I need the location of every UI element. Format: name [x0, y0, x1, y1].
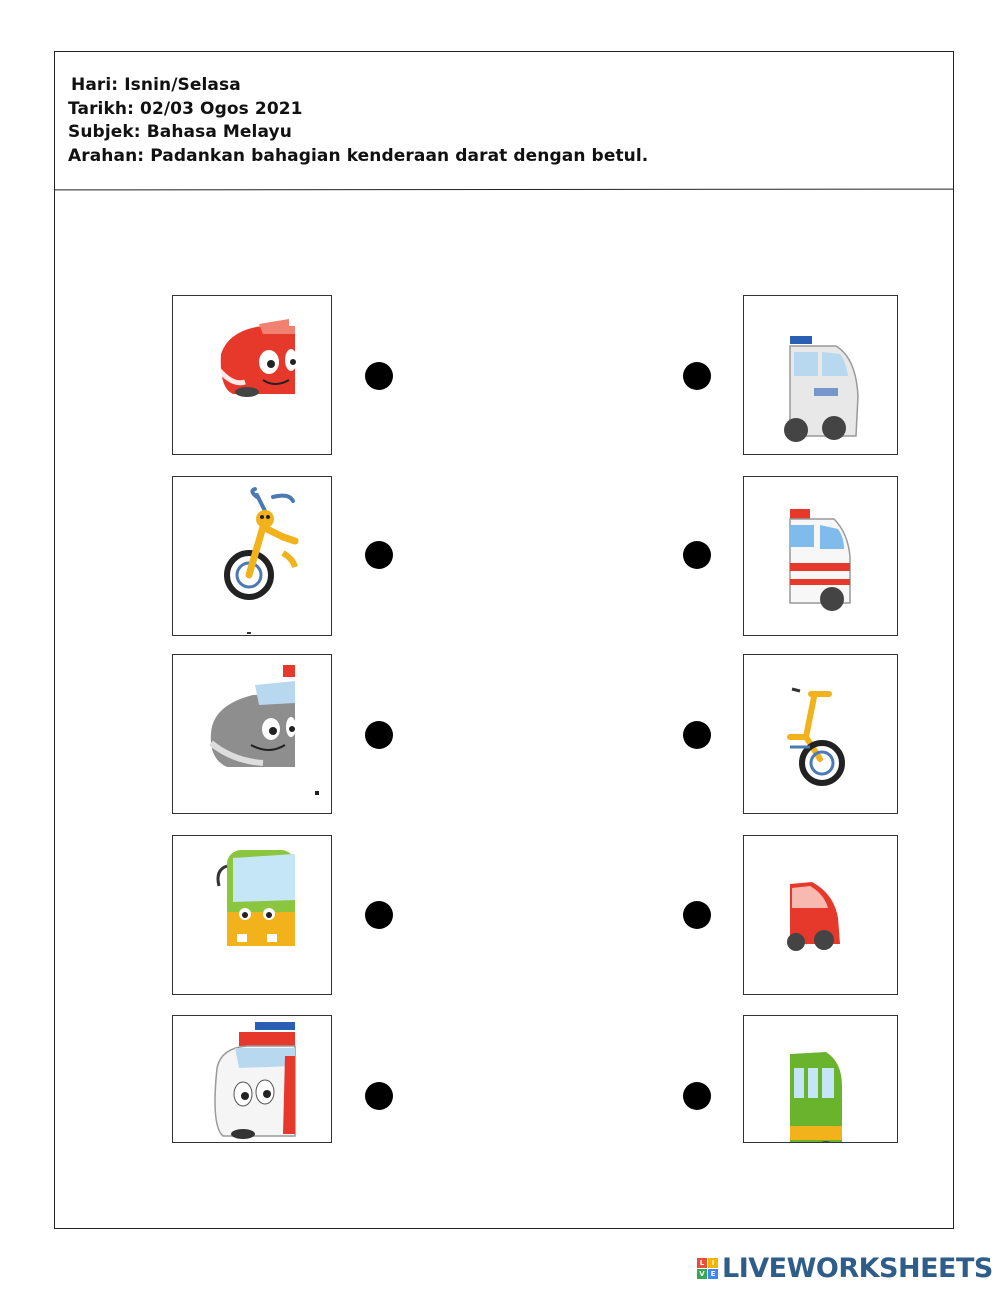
right-match-dot-5[interactable]	[683, 1082, 711, 1110]
worksheet-header	[68, 74, 648, 168]
logo-blocks-icon	[697, 1258, 718, 1279]
left-card-2	[172, 476, 332, 636]
left-match-dot-2[interactable]	[365, 541, 393, 569]
right-card-5	[743, 1015, 898, 1143]
ambulance-rear-half-icon	[744, 477, 898, 635]
liveworksheets-logo[interactable]	[697, 1253, 993, 1284]
left-card-4	[172, 835, 332, 995]
date-label: Tarikh: 02/03 Ogos 2021	[68, 98, 303, 119]
bus-rear-half-icon	[744, 1016, 898, 1143]
ambulance-front-half-icon	[173, 1016, 331, 1143]
right-card-4	[743, 835, 898, 995]
left-card-1	[172, 295, 332, 455]
right-match-dot-3[interactable]	[683, 721, 711, 749]
police-car-rear-half-icon	[744, 296, 898, 454]
right-match-dot-2[interactable]	[683, 541, 711, 569]
right-match-dot-1[interactable]	[683, 362, 711, 390]
logo-block-i: I	[708, 1258, 718, 1268]
logo-wordmark: LIVEWORKSHEETS	[722, 1253, 993, 1284]
police-car-front-half-icon	[173, 655, 331, 813]
right-match-dot-4[interactable]	[683, 901, 711, 929]
red-car-front-half-icon	[173, 296, 331, 454]
logo-block-v: V	[697, 1269, 707, 1279]
left-card-3	[172, 654, 332, 814]
logo-block-e: E	[708, 1269, 718, 1279]
left-match-dot-3[interactable]	[365, 721, 393, 749]
left-match-dot-4[interactable]	[365, 901, 393, 929]
right-card-2	[743, 476, 898, 636]
day-label: Hari: Isnin/Selasa	[71, 75, 241, 95]
logo-block-l: L	[697, 1258, 707, 1268]
left-card-5	[172, 1015, 332, 1143]
bus-front-half-icon	[173, 836, 331, 994]
left-match-dot-5[interactable]	[365, 1082, 393, 1110]
subject-label: Subjek: Bahasa Melayu	[68, 122, 292, 142]
left-match-dot-1[interactable]	[365, 362, 393, 390]
bicycle-rear-half-icon	[744, 655, 898, 813]
right-card-3	[743, 654, 898, 814]
red-car-rear-half-icon	[744, 836, 898, 994]
right-card-1	[743, 295, 898, 455]
bicycle-front-half-icon	[173, 477, 331, 635]
instruction-label: Arahan: Padankan bahagian kenderaan darat dengan betul.	[68, 145, 649, 166]
